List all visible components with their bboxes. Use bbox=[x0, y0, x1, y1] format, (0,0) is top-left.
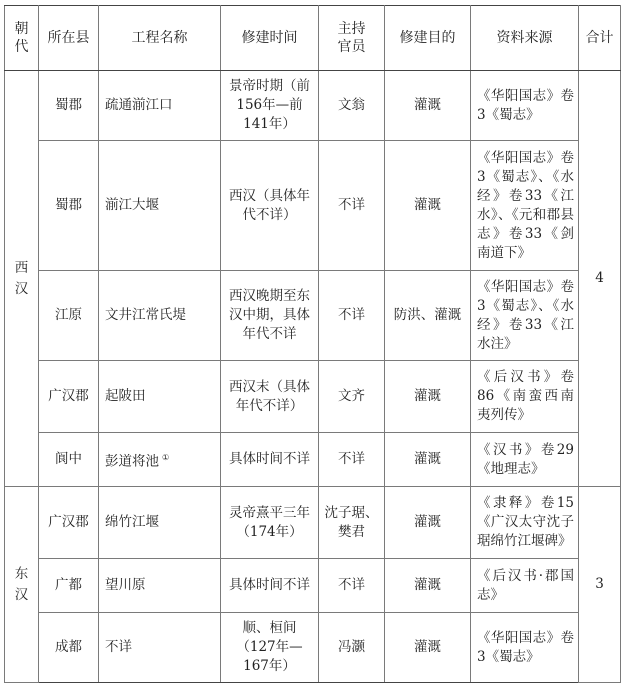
county-cell: 蜀郡 bbox=[39, 141, 99, 271]
official-cell: 不详 bbox=[319, 559, 385, 613]
project-cell: 不详 bbox=[99, 613, 221, 683]
header-row bbox=[5, 6, 621, 71]
purpose-cell: 灌溉 bbox=[385, 613, 471, 683]
time-cell: 灵帝熹平三年（174年） bbox=[221, 487, 319, 559]
source-cell: 《华阳国志》卷3《蜀志》 bbox=[471, 71, 579, 141]
dynasty-cell: 东汉 bbox=[5, 487, 39, 683]
project-cell bbox=[99, 433, 221, 487]
county-cell: 广汉郡 bbox=[39, 487, 99, 559]
project-cell: 疏通湔江口 bbox=[99, 71, 221, 141]
project-cell: 湔江大堰 bbox=[99, 141, 221, 271]
source-cell: 《汉书》卷29《地理志》 bbox=[471, 433, 579, 487]
table-row bbox=[5, 613, 621, 683]
header-time: 修建时间 bbox=[221, 6, 319, 71]
time-cell: 具体时间不详 bbox=[221, 433, 319, 487]
project-cell: 绵竹江堰 bbox=[99, 487, 221, 559]
official-cell: 文翁 bbox=[319, 71, 385, 141]
time-cell: 景帝时期（前156年—前141年） bbox=[221, 71, 319, 141]
county-cell: 阆中 bbox=[39, 433, 99, 487]
official-cell: 文齐 bbox=[319, 361, 385, 433]
purpose-cell: 灌溉 bbox=[385, 141, 471, 271]
table-row bbox=[5, 271, 621, 361]
purpose-cell: 灌溉 bbox=[385, 71, 471, 141]
source-cell: 《后汉书·郡国志》 bbox=[471, 559, 579, 613]
purpose-cell: 灌溉 bbox=[385, 361, 471, 433]
county-cell: 蜀郡 bbox=[39, 71, 99, 141]
footnote-marker: ① bbox=[162, 452, 170, 462]
table-row bbox=[5, 361, 621, 433]
header-project: 工程名称 bbox=[99, 6, 221, 71]
county-cell: 成都 bbox=[39, 613, 99, 683]
time-cell: 西汉末（具体年代不详） bbox=[221, 361, 319, 433]
purpose-cell: 灌溉 bbox=[385, 559, 471, 613]
header-source: 资料来源 bbox=[471, 6, 579, 71]
county-cell: 广汉郡 bbox=[39, 361, 99, 433]
header-total: 合计 bbox=[579, 6, 621, 71]
table-row bbox=[5, 487, 621, 559]
header-dynasty: 朝代 bbox=[5, 6, 39, 71]
source-cell: 《华阳国志》卷3《蜀志》 bbox=[471, 613, 579, 683]
table-row bbox=[5, 433, 621, 487]
time-cell: 具体时间不详 bbox=[221, 559, 319, 613]
time-cell: 顺、桓间（127年—167年） bbox=[221, 613, 319, 683]
source-cell: 《华阳国志》卷3《蜀志》、《水经》卷33《江水》、《元和郡县志》卷33《剑南道下》 bbox=[471, 141, 579, 271]
water-projects-table bbox=[4, 5, 621, 683]
purpose-cell: 灌溉 bbox=[385, 433, 471, 487]
time-cell: 西汉（具体年代不详） bbox=[221, 141, 319, 271]
purpose-cell: 灌溉 bbox=[385, 487, 471, 559]
total-cell: 4 bbox=[579, 71, 621, 487]
dynasty-cell: 西汉 bbox=[5, 71, 39, 487]
official-cell: 冯灏 bbox=[319, 613, 385, 683]
table-row bbox=[5, 141, 621, 271]
source-cell: 《隶释》卷15《广汉太守沈子琚绵竹江堰碑》 bbox=[471, 487, 579, 559]
project-cell: 望川原 bbox=[99, 559, 221, 613]
official-cell: 不详 bbox=[319, 433, 385, 487]
project-cell: 文井江常氏堤 bbox=[99, 271, 221, 361]
project-cell: 起陂田 bbox=[99, 361, 221, 433]
official-cell: 不详 bbox=[319, 271, 385, 361]
source-cell: 《华阳国志》卷3《蜀志》、《水经》卷33《江水注》 bbox=[471, 271, 579, 361]
time-cell: 西汉晚期至东汉中期，具体年代不详 bbox=[221, 271, 319, 361]
official-cell: 不详 bbox=[319, 141, 385, 271]
header-county: 所在县 bbox=[39, 6, 99, 71]
county-cell: 广都 bbox=[39, 559, 99, 613]
project-name: 彭道将池 bbox=[105, 453, 159, 470]
table-row bbox=[5, 559, 621, 613]
total-cell: 3 bbox=[579, 487, 621, 683]
header-official: 主持官员 bbox=[319, 6, 385, 71]
purpose-cell: 防洪、灌溉 bbox=[385, 271, 471, 361]
header-purpose: 修建目的 bbox=[385, 6, 471, 71]
official-cell: 沈子琚、樊君 bbox=[319, 487, 385, 559]
table-row bbox=[5, 71, 621, 141]
source-cell: 《后汉书》卷86《南蛮西南夷列传》 bbox=[471, 361, 579, 433]
county-cell: 江原 bbox=[39, 271, 99, 361]
